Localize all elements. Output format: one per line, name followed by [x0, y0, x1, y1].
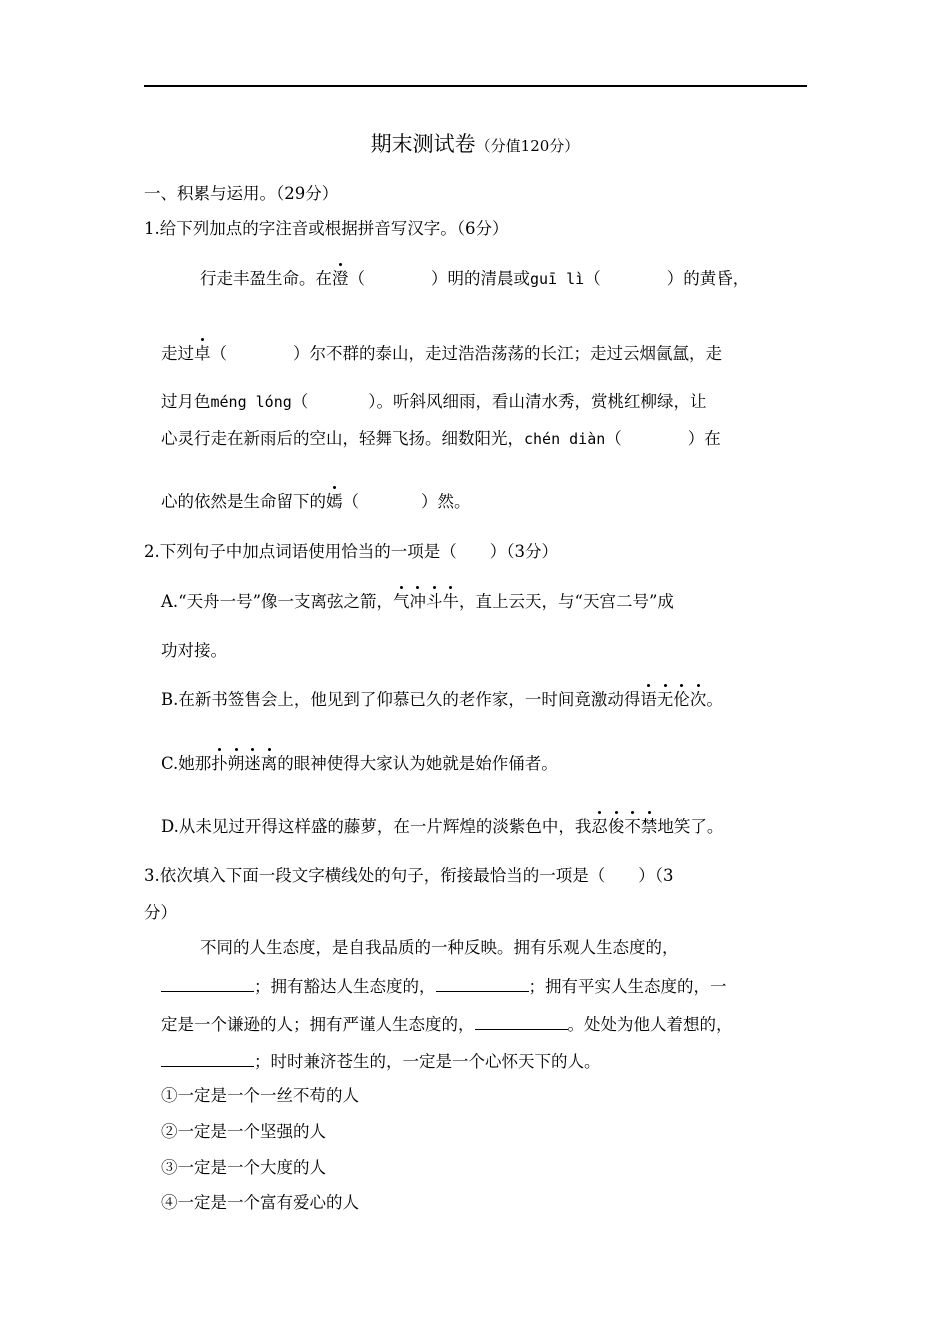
dotted-char: 迷 — [244, 754, 261, 773]
text-span: （ — [342, 492, 359, 511]
text-span: 行走丰盈生命。在 — [200, 269, 332, 288]
dotted-word — [211, 754, 277, 773]
text-span: C.她那 — [161, 754, 212, 773]
text-span: ；时时兼济苍生的，一定是一个心怀天下的人。 — [254, 1052, 601, 1071]
text-span: A.“天舟一号”像一支离弦之箭， — [161, 592, 394, 611]
dotted-char: 澄 — [332, 269, 349, 288]
q3-passage-1: 不同的人生态度，是自我品质的一种反映。拥有乐观人生态度的， — [200, 938, 679, 957]
q3-stem-cont: 分） — [144, 903, 177, 922]
text-span: 的眼神使得大家认为她就是始作俑者。 — [277, 754, 558, 773]
text-span: 。处处为他人着想的， — [567, 1015, 733, 1034]
q3-passage-4 — [161, 1049, 601, 1073]
text-span: 地笑了。 — [657, 817, 724, 836]
dotted-char: 斗 — [426, 592, 443, 611]
text-span: 心的依然是生命留下的 — [161, 492, 326, 511]
text-span: （ — [291, 392, 309, 411]
q3-passage-3 — [161, 1012, 733, 1036]
dotted-word — [591, 817, 657, 836]
text-span: （ — [584, 269, 601, 288]
dotted-char: 禁 — [640, 817, 658, 836]
q2-option-d[interactable] — [161, 816, 723, 838]
dotted-char: 牛 — [442, 592, 460, 611]
q3-stem: 3.依次填入下面一段文字横线处的句子，衔接最恰当的一项是（ ）（3 — [144, 866, 674, 885]
text-span: ；拥有平实人生态度的，一 — [528, 977, 727, 996]
pinyin: chén diàn — [524, 430, 606, 448]
dotted-char: 忍 — [591, 817, 608, 836]
text-span: ）然。 — [421, 492, 471, 511]
dotted-char: 气 — [393, 592, 410, 611]
text-span: ）在 — [687, 429, 721, 448]
header-rule — [144, 85, 807, 87]
title-main: 期末测试卷 — [370, 132, 476, 156]
q3-choice-4: ④一定是一个富有爱心的人 — [161, 1193, 359, 1212]
text-span: D.从未见过开得这样盛的藤萝，在一片辉煌的淡紫色中，我 — [161, 817, 592, 836]
text-span: 过月色 — [161, 392, 211, 411]
q2-option-a-cont: 功对接。 — [161, 641, 227, 660]
text-span: （ — [605, 429, 622, 448]
fill-line[interactable] — [475, 1012, 568, 1030]
dotted-char: 次 — [689, 690, 707, 709]
dotted-char: 冲 — [409, 592, 427, 611]
text-span: ，直上云天，与“天宫二号”成 — [459, 592, 674, 611]
text-span: ）明的清晨或 — [431, 269, 530, 288]
dotted-char: 离 — [260, 754, 278, 773]
dotted-char: 伦 — [673, 690, 690, 709]
text-span: ）的黄昏， — [666, 269, 750, 288]
text-span: （ — [348, 269, 365, 288]
page-title — [0, 130, 950, 160]
dotted-char: 卓 — [194, 344, 211, 363]
q1-line-1 — [200, 268, 749, 290]
q2-stem: 2.下列句子中加点词语使用恰当的一项是（ ）（3分） — [144, 542, 558, 561]
q3-choice-3: ③一定是一个大度的人 — [161, 1158, 326, 1177]
q1-line-2 — [161, 343, 722, 365]
q2-option-c[interactable] — [161, 753, 558, 775]
pinyin: méng lóng — [210, 393, 292, 411]
text-span: 心灵行走在新雨后的空山，轻舞飞扬。细数阳光， — [161, 429, 524, 448]
text-span: 。 — [706, 690, 723, 709]
text-span: ；拥有豁达人生态度的， — [254, 977, 436, 996]
dotted-char: 朔 — [227, 754, 245, 773]
q3-choice-2: ②一定是一个坚强的人 — [161, 1122, 326, 1141]
pinyin: guī lì — [530, 270, 585, 288]
q2-option-b[interactable] — [161, 689, 723, 711]
dotted-char: 语 — [640, 690, 657, 709]
section-heading: 一、积累与运用。（29分） — [144, 184, 339, 203]
dotted-char: 无 — [656, 690, 674, 709]
q3-choice-1: ①一定是一个一丝不苟的人 — [161, 1086, 359, 1105]
q2-option-a[interactable] — [161, 591, 674, 613]
dotted-char: 不 — [624, 817, 641, 836]
dotted-char: 嫣 — [326, 492, 343, 511]
q1-line-3 — [161, 391, 707, 413]
text-span: 定是一个谦逊的人；拥有严谨人生态度的， — [161, 1015, 475, 1034]
text-span: ）尔不群的泰山，走过浩浩荡荡的长江；走过云烟氤氲，走 — [293, 344, 722, 363]
dotted-word — [393, 592, 459, 611]
text-span: 走过 — [161, 344, 194, 363]
dotted-word — [640, 690, 706, 709]
dotted-char: 俊 — [607, 817, 625, 836]
text-span: （ — [210, 344, 227, 363]
dotted-char: 扑 — [211, 754, 228, 773]
text-span: ）。听斜风细雨，看山清水秀，赏桃红柳绿，让 — [368, 392, 707, 411]
q3-passage-2 — [161, 974, 727, 998]
text-span: B.在新书签售会上，他见到了仰慕已久的老作家，一时间竟激动得 — [161, 690, 641, 709]
fill-line[interactable] — [436, 974, 529, 992]
fill-line[interactable] — [161, 1049, 254, 1067]
q1-line-4 — [161, 428, 721, 450]
fill-line[interactable] — [161, 974, 254, 992]
title-score: （分值120分） — [475, 137, 580, 155]
q1-stem: 1.给下列加点的字注音或根据拼音写汉字。（6分） — [144, 219, 509, 238]
q1-line-5 — [161, 491, 471, 513]
